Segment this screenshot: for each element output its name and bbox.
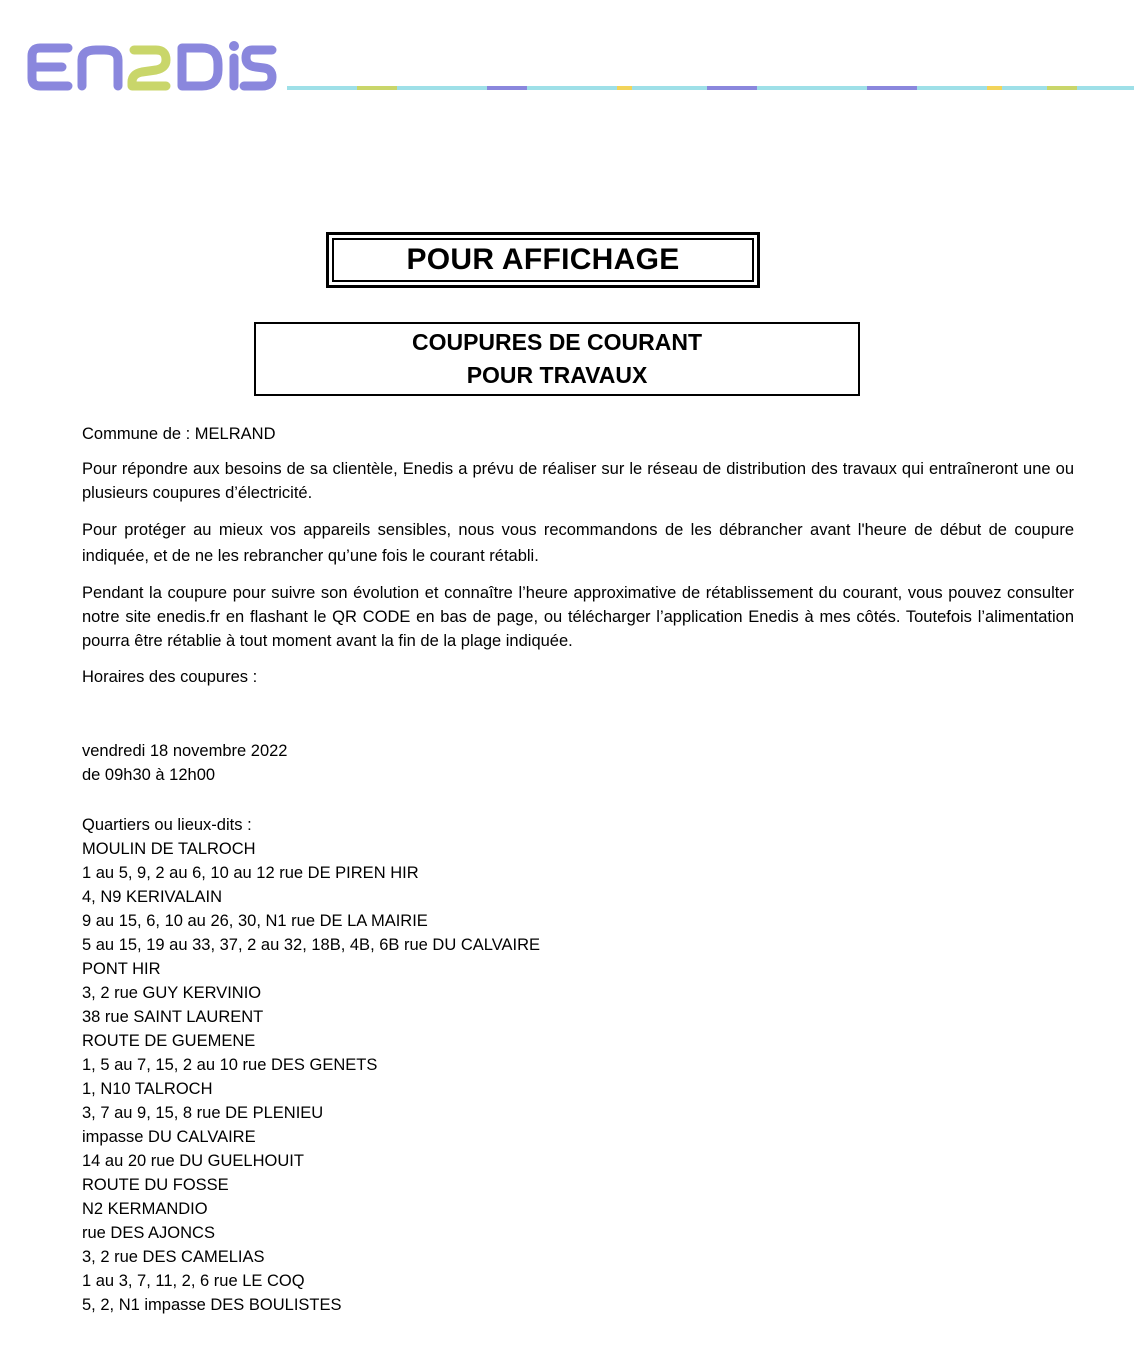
list-item: 1 au 5, 9, 2 au 6, 10 au 12 rue DE PIREN HIR (82, 864, 419, 882)
outage-time-range: de 09h30 à 12h00 (82, 766, 216, 784)
paragraph-1: Pour répondre aux besoins de sa clientèle, Enedis a prévu de réaliser sur le réseau de distribution des travaux qui entraîneront une ou plusieurs coupures d’électricité. (82, 460, 1074, 502)
list-item: 3, 2 rue DES CAMELIAS (82, 1248, 265, 1266)
list-item: 5 au 15, 19 au 33, 37, 2 au 32, 18B, 4B, 6B rue DU CALVAIRE (82, 936, 541, 954)
paragraph-3: Pendant la coupure pour suivre son évolution et connaître l’heure approximative de rétablissement du courant, vous pouvez consulter notre site enedis.fr en flashant le QR CODE en bas de page, ou télécharger l’application Enedis à mes côtés. Toutefois l’alimentation pourra être rétablie à tout moment avant la fin de la plage indiquée. (82, 584, 1074, 650)
horaires-label: Horaires des coupures : (82, 668, 258, 686)
list-item: 14 au 20 rue DU GUELHOUIT (82, 1152, 304, 1170)
quartiers-list (82, 813, 1074, 1317)
subtitle-box (254, 322, 860, 396)
list-item: ROUTE DE GUEMENE (82, 1032, 256, 1050)
paragraph-2: Pour protéger au mieux vos appareils sensibles, nous vous recommandons de les débrancher avant l'heure de début de coupure indiquée, et de ne les rebrancher qu’une fois le courant rétabli. (82, 521, 1074, 565)
list-item: 4, N9 KERIVALAIN (82, 888, 223, 906)
list-item: 3, 7 au 9, 15, 8 rue DE PLENIEU (82, 1104, 324, 1122)
commune-line: Commune de : MELRAND (82, 425, 276, 443)
enedis-logo (26, 34, 278, 96)
list-item: N2 KERMANDIO (82, 1200, 208, 1218)
list-item: 1 au 3, 7, 11, 2, 6 rue LE COQ (82, 1272, 305, 1290)
quartiers-label: Quartiers ou lieux-dits : (82, 816, 252, 834)
list-item: rue DES AJONCS (82, 1224, 215, 1242)
subtitle-line-2: POUR TRAVAUX (466, 362, 648, 388)
title-box (326, 232, 760, 288)
list-item: 38 rue SAINT LAURENT (82, 1008, 264, 1026)
list-item: 3, 2 rue GUY KERVINIO (82, 984, 262, 1002)
list-item: impasse DU CALVAIRE (82, 1128, 256, 1146)
page-title: POUR AFFICHAGE (332, 238, 754, 282)
list-item: ROUTE DU FOSSE (82, 1176, 229, 1194)
subtitle-line-1: COUPURES DE COURANT (411, 329, 703, 355)
notice-body (82, 422, 1074, 1317)
list-item: 1, N10 TALROCH (82, 1080, 213, 1098)
list-item: 5, 2, N1 impasse DES BOULISTES (82, 1296, 342, 1314)
schedule-block (82, 739, 1074, 787)
outage-date: vendredi 18 novembre 2022 (82, 742, 288, 760)
list-item: 1, 5 au 7, 15, 2 au 10 rue DES GENETS (82, 1056, 378, 1074)
list-item: MOULIN DE TALROCH (82, 840, 256, 858)
list-item: 9 au 15, 6, 10 au 26, 30, N1 rue DE LA MAIRIE (82, 912, 428, 930)
list-item: PONT HIR (82, 960, 161, 978)
header-decorative-line (287, 86, 1134, 90)
